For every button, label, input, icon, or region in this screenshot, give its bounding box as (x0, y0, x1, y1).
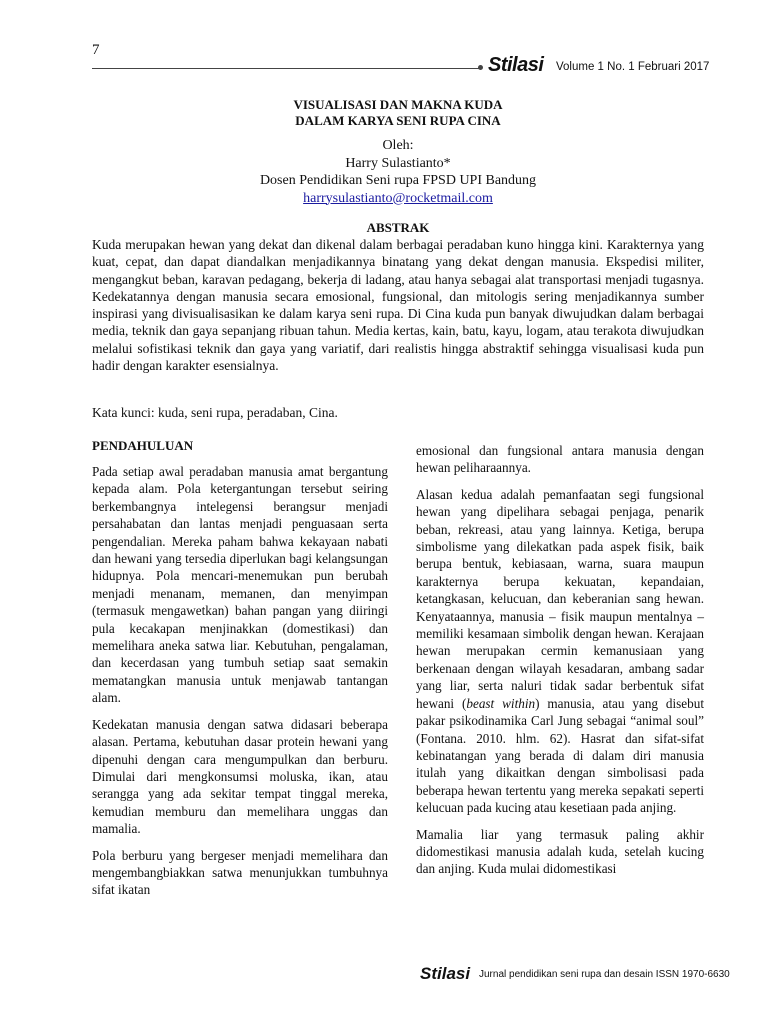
paragraph: Pada setiap awal peradaban manusia amat bergantung kepada alam. Pola ketergantungan tersebut seiring berkembangnya intelegensi berangsur menjadi persahabatan dan lantas menjadi penguasaan serta pengendalian. Mereka paham bahwa kekayaan nabati dan hewani yang tersedia diperlukan bagi kelangsungan hidupnya. Pola mencari-menemukan pun berubah menjadi menanam, memanen, dan menyimpan (termasuk mengawetkan) bahan pangan yang diiringi pula kecakapan menjinakkan (domestikasi) dan memelihara aneka satwa liar. Kebutuhan, pengalaman, dan kecerdasan yang tumbuh setiap saat semakin mematangkan manusia untuk menjawab tantangan alam. (92, 464, 388, 706)
article-title (92, 97, 704, 129)
abstract-heading: ABSTRAK (366, 220, 430, 235)
right-column (416, 442, 704, 887)
paragraph: emosional dan fungsional antara manusia dengan hewan peliharaannya. (416, 443, 704, 476)
footer-journal-info: Jurnal pendidikan seni rupa dan desain ISSN 1970-6630 (479, 969, 730, 980)
paragraph (416, 486, 704, 817)
footer-logo: Stilasi (420, 964, 471, 983)
paragraph-text: ) manusia, atau yang disebut pakar psikodinamika Carl Jung sebagai “animal soul” (Fontana. 2010. hlm. 62). Hasrat dan sifat-sifat kebinatangan yang berada di dalam diri manusia itulah yang dikaitkan dengan simbolisasi pada beberapa hewan tertentu yang mereka sepakati seperti kelucuan pada kucing atau kesetiaan pada anjing. (416, 695, 704, 816)
title-line-2: DALAM KARYA SENI RUPA CINA (295, 113, 501, 128)
keywords: Kata kunci: kuda, seni rupa, peradaban, Cina. (92, 405, 338, 420)
author-block (92, 137, 704, 207)
paragraph: Pola berburu yang bergeser menjadi memelihara dan mengembangbiakkan satwa menunjukkan tumbuhnya sifat ikatan (92, 847, 388, 898)
author-affiliation: Dosen Pendidikan Seni rupa FPSD UPI Bandung (259, 173, 537, 188)
italic-term: beast within (466, 695, 536, 711)
paragraph: Mamalia liar yang termasuk paling akhir didomestikasi manusia adalah kuda, setelah kucing dan anjing. Kuda mulai didomestikasi (416, 826, 704, 877)
page-number: 7 (92, 42, 100, 58)
paragraph: Kedekatan manusia dengan satwa didasari beberapa alasan. Pertama, kebutuhan dasar protein hewani yang dipenuhi dengan cara mengumpulkan dan berburu. Dimulai dari mengkonsumsi moluska, ikan, atau serangga yang ada sekitar tempat tinggal mereka, kemudian memburu dan memelihara unggas dan mamalia. (92, 716, 388, 837)
title-line-1: VISUALISASI DAN MAKNA KUDA (293, 97, 503, 112)
journal-logo: Stilasi (488, 54, 544, 76)
author-by: Oleh: (382, 138, 414, 153)
author-name: Harry Sulastianto* (345, 155, 451, 171)
section-heading: PENDAHULUAN (92, 438, 194, 453)
left-column (92, 437, 388, 908)
header-rule-dot (478, 65, 483, 70)
paragraph-text: Alasan kedua adalah pemanfaatan segi fungsional hewan yang dipelihara sebagai penjaga, penarik beban, rekreasi, atau yang lainnya. Ketiga, berupa simbolisme yang dilekatkan pada aspek fisik, baik berupa bentuk, kebiasaan, warna, suara maupun karakternya berupa kekuatan, kepandaian, ketangkasan, kelucuan, dan keberanian sang hewan. Kenyataannya, manusia – fisik maupun mentalnya – memiliki kesamaan simbolik dengan hewan. Kerajaan hewan merupakan cermin kemanusiaan yang berkenaan dengan wilayah kesadaran, ambang sadar yang liar, serta naluri tidak sadar berbentuk sifat hewani ( (416, 486, 704, 711)
header-rule (92, 68, 482, 69)
abstract-text: Kuda merupakan hewan yang dekat dan dikenal dalam berbagai peradaban kuno hingga kini. Karakternya yang kuat, cepat, dan dapat diandalkan menjadikannya binatang yang dekat dengan manusia. Ekspedisi militer, mengangkut beban, karavan pedagang, bekerja di ladang, atau hanya sebagai alat transportasi menjadi tugasnya. Kedekatannya dengan manusia secara emosional, fungsional, dan mitologis sering menjadikannya sumber inspirasi yang divisualisasikan ke dalam karya seni rupa. Di Cina kuda pun banyak diwujudkan dalam berbagai media, teknik dan gaya sepanjang ribuan tahun. Media kertas, kain, batu, kayu, logam, atau terakota diwujudkan melalui sofistikasi teknik dan gaya yang variatif, dari realistis hingga abstraktif sehingga visualisasi kuda pun hadir dengan karakter esensialnya. (92, 237, 704, 374)
volume-info: Volume 1 No. 1 Februari 2017 (556, 61, 710, 73)
author-email-link[interactable]: harrysulastianto@rocketmail.com (303, 190, 493, 206)
